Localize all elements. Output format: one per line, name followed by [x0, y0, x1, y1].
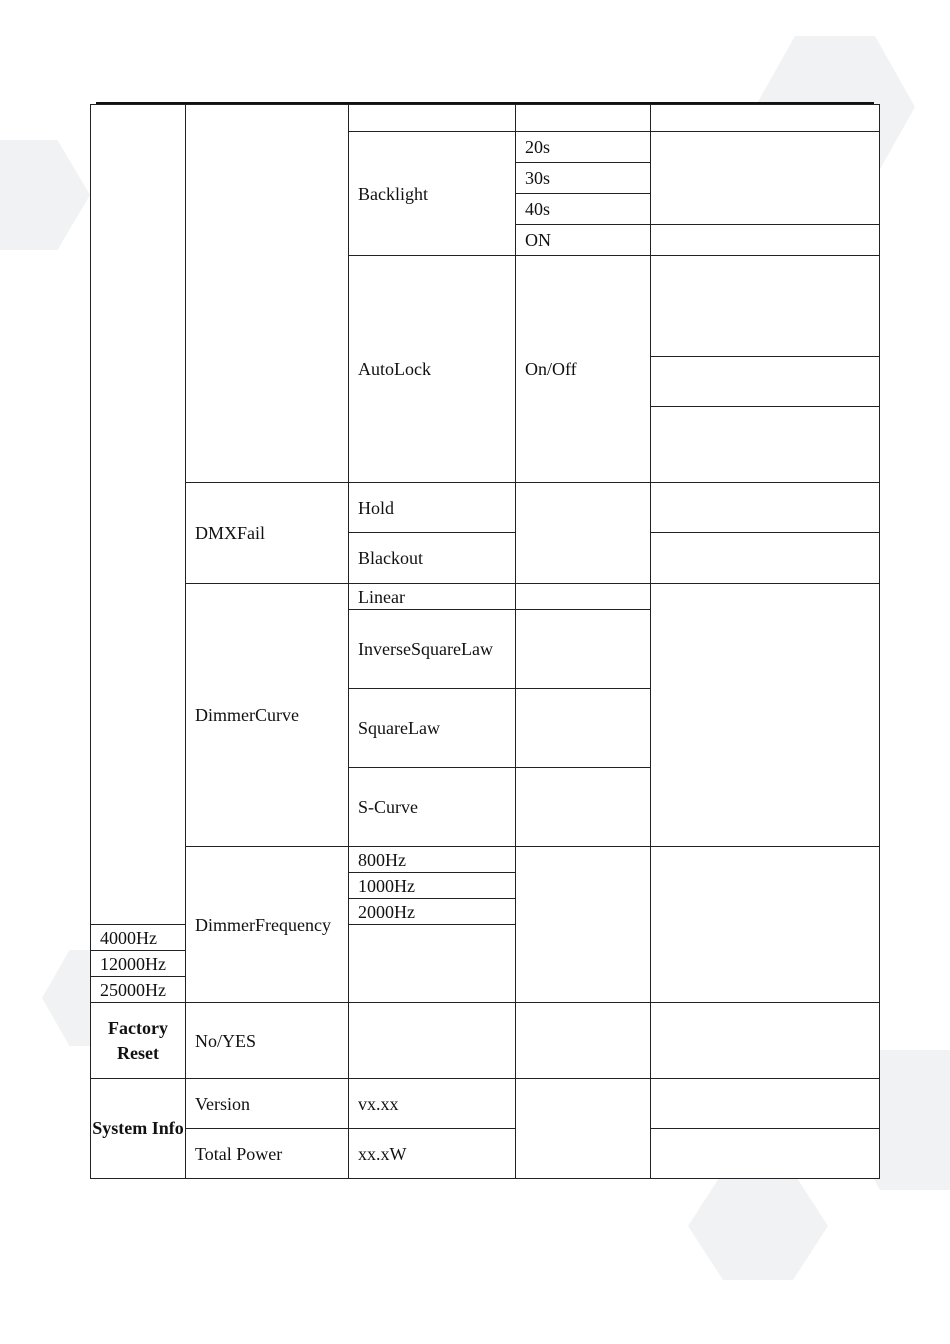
menu-structure-table — [90, 104, 880, 1179]
autolock-label: AutoLock — [349, 256, 516, 483]
table-cell — [516, 768, 651, 847]
dimmerfrequency-option: 12000Hz — [91, 951, 186, 977]
dmxfail-option: Blackout — [349, 533, 516, 584]
table-cell — [651, 1129, 880, 1179]
system-info-item-value: vx.xx — [349, 1079, 516, 1129]
backlight-option: 20s — [516, 132, 651, 163]
table-cell — [516, 483, 651, 584]
dimmerfrequency-option: 800Hz — [349, 847, 516, 873]
table-cell — [651, 1079, 880, 1129]
dimmerfrequency-option: 2000Hz — [349, 899, 516, 925]
menu-level2-cell-continued — [186, 105, 349, 483]
table-cell — [516, 689, 651, 768]
system-info-label: System Info — [91, 1079, 186, 1179]
dimmerfrequency-option: 1000Hz — [349, 873, 516, 899]
table-cell — [651, 1003, 880, 1079]
table-cell — [516, 105, 651, 132]
backlight-label: Backlight — [349, 132, 516, 256]
dimmercurve-option: S-Curve — [349, 768, 516, 847]
table-cell — [651, 256, 880, 357]
table-cell — [651, 847, 880, 1003]
table-row — [91, 584, 880, 610]
table-cell — [349, 105, 516, 132]
dimmercurve-option: Linear — [349, 584, 516, 610]
dimmerfrequency-label: DimmerFrequency — [186, 847, 349, 1003]
table-cell — [651, 483, 880, 533]
backlight-option: ON — [516, 225, 651, 256]
table-row — [91, 1079, 880, 1129]
table-cell — [516, 610, 651, 689]
table-row — [91, 105, 880, 132]
dimmercurve-option: InverseSquareLaw — [349, 610, 516, 689]
table-cell — [516, 584, 651, 610]
dimmercurve-label: DimmerCurve — [186, 584, 349, 847]
table-row — [91, 847, 880, 873]
table-cell — [651, 105, 880, 132]
background-hexagon — [0, 140, 90, 250]
dmxfail-label: DMXFail — [186, 483, 349, 584]
factory-reset-label: Factory Reset — [91, 1003, 186, 1079]
system-info-item-value: xx.xW — [349, 1129, 516, 1179]
table-cell — [651, 407, 880, 483]
table-cell — [651, 132, 880, 225]
backlight-option: 40s — [516, 194, 651, 225]
table-row — [91, 483, 880, 533]
system-info-item-name: Total Power — [186, 1129, 349, 1179]
table-cell — [349, 1003, 516, 1079]
autolock-value: On/Off — [516, 256, 651, 483]
table-cell — [651, 225, 880, 256]
table-cell — [651, 584, 880, 847]
table-row — [91, 1003, 880, 1079]
dimmercurve-option: SquareLaw — [349, 689, 516, 768]
table-cell — [651, 357, 880, 407]
menu-level1-cell-continued — [91, 105, 186, 925]
background-hexagon — [688, 1172, 828, 1280]
table-cell — [516, 1003, 651, 1079]
table-cell — [516, 1079, 651, 1179]
dimmerfrequency-option: 4000Hz — [91, 925, 186, 951]
system-info-item-name: Version — [186, 1079, 349, 1129]
factory-reset-value: No/YES — [186, 1003, 349, 1079]
table-row — [91, 1129, 880, 1179]
table-cell — [651, 533, 880, 584]
dmxfail-option: Hold — [349, 483, 516, 533]
dimmerfrequency-option: 25000Hz — [91, 977, 186, 1003]
backlight-option: 30s — [516, 163, 651, 194]
table-cell — [516, 847, 651, 1003]
